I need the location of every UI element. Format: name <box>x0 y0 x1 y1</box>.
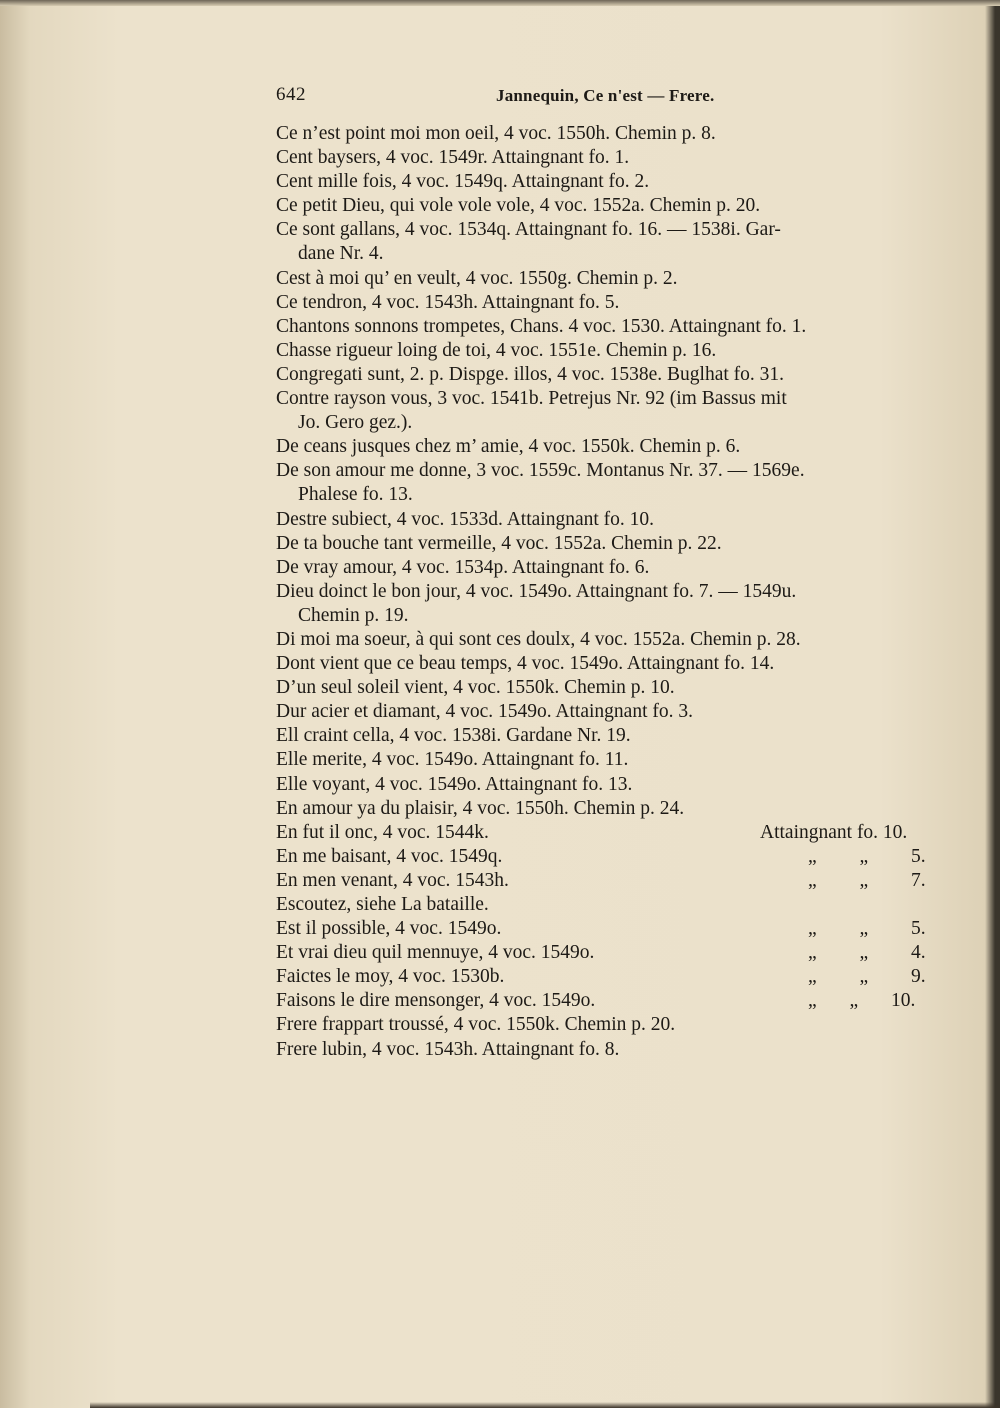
list-item: De son amour me donne, 3 voc. 1559c. Montanus Nr. 37. — 1569e. <box>276 460 805 482</box>
list-item: Congregati sunt, 2. p. Dispge. illos, 4 voc. 1538e. Buglhat fo. 31. <box>276 363 785 385</box>
list-item: Ell craint cella, 4 voc. 1538i. Gardane Nr. 19. <box>276 725 631 747</box>
list-item: En men venant, 4 voc. 1543h. „ „ 7. <box>276 869 936 893</box>
list-item: De vray amour, 4 voc. 1534p. Attaingnant fo. 6. <box>276 556 650 578</box>
list-item: Frere lubin, 4 voc. 1543h. Attaingnant fo. 8. <box>276 1038 620 1060</box>
page-header <box>276 84 936 108</box>
list-item: Dont vient que ce beau temps, 4 voc. 1549o. Attaingnant fo. 14. <box>276 653 775 675</box>
list-item: Destre subiect, 4 voc. 1533d. Attaingnant fo. 10. <box>276 508 655 530</box>
list-item: D’un seul soleil vient, 4 voc. 1550k. Chemin p. 10. <box>276 677 675 699</box>
list-item: Est il possible, 4 voc. 1549o. „ „ 5. <box>276 917 936 941</box>
list-item: Di moi ma soeur, à qui sont ces doulx, 4 voc. 1552a. Chemin p. 28. <box>276 628 801 650</box>
list-item: Cent baysers, 4 voc. 1549r. Attaingnant fo. 1. <box>276 147 630 169</box>
source-reference: Attaingnant fo. 10. <box>760 821 908 843</box>
list-item: Dieu doinct le bon jour, 4 voc. 1549o. Attaingnant fo. 7. — 1549u. <box>276 580 797 602</box>
ditto-reference: „ „ 5. <box>808 845 926 867</box>
list-item: Ce n’est point moi mon oeil, 4 voc. 1550h. Chemin p. 8. <box>276 123 716 144</box>
list-item: En amour ya du plaisir, 4 voc. 1550h. Chemin p. 24. <box>276 797 685 819</box>
list-item: Elle voyant, 4 voc. 1549o. Attaingnant fo. 13. <box>276 773 633 795</box>
list-item-continuation: Jo. Gero gez.). <box>298 412 413 434</box>
list-item-continuation: dane Nr. 4. <box>298 243 384 265</box>
page-number: 642 <box>276 84 306 105</box>
list-item: Et vrai dieu quil mennuye, 4 voc. 1549o. „ „ 4. <box>276 941 936 965</box>
list-item-continuation: Phalese fo. 13. <box>298 484 413 506</box>
ditto-reference: „ „ 5. <box>808 918 926 940</box>
list-item: Faictes le moy, 4 voc. 1530b. „ „ 9. <box>276 965 936 989</box>
list-item: Frere frappart troussé, 4 voc. 1550k. Chemin p. 20. <box>276 1014 676 1036</box>
list-item: Escoutez, siehe La bataille. <box>276 894 489 915</box>
ditto-reference: „ „ 9. <box>808 966 926 988</box>
ditto-reference: „ „ 7. <box>808 869 926 891</box>
list-item: Faisons le dire mensonger, 4 voc. 1549o. „ „ 10. <box>276 989 936 1013</box>
list-item: De ta bouche tant vermeille, 4 voc. 1552a. Chemin p. 22. <box>276 532 722 554</box>
list-item-continuation: Chemin p. 19. <box>298 604 409 626</box>
list-item: Ce tendron, 4 voc. 1543h. Attaingnant fo. 5. <box>276 291 620 313</box>
running-head: Jannequin, Ce n'est — Frere. <box>496 86 715 105</box>
list-item: Chantons sonnons trompetes, Chans. 4 voc. 1530. Attaingnant fo. 1. <box>276 315 807 337</box>
list-item: De ceans jusques chez m’ amie, 4 voc. 1550k. Chemin p. 6. <box>276 436 741 458</box>
list-item: Ce sont gallans, 4 voc. 1534q. Attaingnant fo. 16. — 1538i. Gar- <box>276 219 781 241</box>
list-item: Ce petit Dieu, qui vole vole vole, 4 voc. 1552a. Chemin p. 20. <box>276 195 761 217</box>
list-item: Cest à moi qu’ en veult, 4 voc. 1550g. Chemin p. 2. <box>276 267 678 289</box>
page-top-edge <box>0 0 1000 6</box>
page-bottom-edge <box>90 1402 1000 1408</box>
list-item: Chasse rigueur loing de toi, 4 voc. 1551e. Chemin p. 16. <box>276 339 717 361</box>
list-item: Contre rayson vous, 3 voc. 1541b. Petrejus Nr. 92 (im Bassus mit <box>276 388 787 410</box>
ditto-reference: „ „ 4. <box>808 942 926 964</box>
list-item: Elle merite, 4 voc. 1549o. Attaingnant fo. 11. <box>276 749 629 771</box>
list-item: En fut il onc, 4 voc. 1544k. Attaingnant fo. 10. <box>276 821 936 845</box>
entry-list <box>276 122 936 1062</box>
list-item: Dur acier et diamant, 4 voc. 1549o. Attaingnant fo. 3. <box>276 701 693 723</box>
ditto-reference: „ „ 10. <box>808 990 916 1012</box>
list-item: En me baisant, 4 voc. 1549q. „ „ 5. <box>276 845 936 869</box>
list-item: Cent mille fois, 4 voc. 1549q. Attaingnant fo. 2. <box>276 171 650 193</box>
